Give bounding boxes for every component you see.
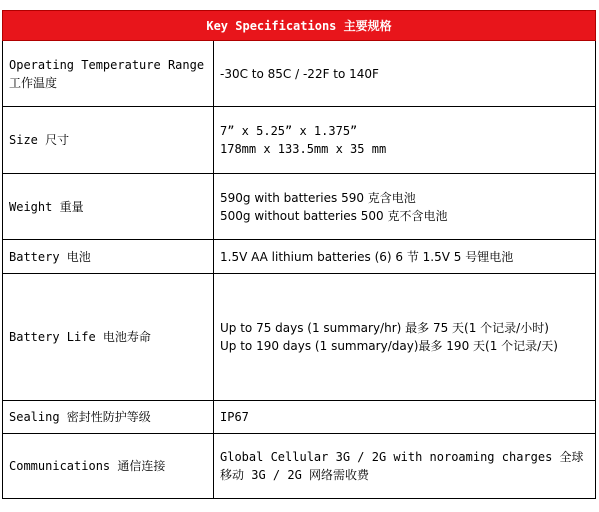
- row-label-size: Size 尺寸: [3, 107, 214, 174]
- spec-table: [2, 10, 596, 499]
- row-value-communications: [214, 434, 596, 499]
- row-label-communications: Communications 通信连接: [3, 434, 214, 499]
- row-label-weight: Weight 重量: [3, 174, 214, 240]
- table-row: [3, 434, 596, 499]
- row-value-weight: [214, 174, 596, 240]
- row-value-sealing: [214, 401, 596, 434]
- row-label-sealing: Sealing 密封性防护等级: [3, 401, 214, 434]
- value-line: 1.5V AA lithium batteries (6) 6 节 1.5V 5 号锂电池: [220, 249, 514, 264]
- table-row: [3, 107, 596, 174]
- row-value-battery: [214, 240, 596, 274]
- row-label-battery-life: Battery Life 电池寿命: [3, 274, 214, 401]
- table-row: [3, 274, 596, 401]
- value-line: IP67: [220, 410, 249, 424]
- value-line: Global Cellular 3G / 2G with noroaming charges 全球移动 3G / 2G 网络需收费: [220, 450, 584, 482]
- table-title: Key Specifications 主要规格: [3, 11, 596, 41]
- row-label-temperature: Operating Temperature Range 工作温度: [3, 41, 214, 107]
- value-line: 178mm x 133.5mm x 35 mm: [220, 142, 387, 156]
- row-value-battery-life: [214, 274, 596, 401]
- value-line: 7” x 5.25” x 1.375”: [220, 124, 358, 138]
- table-row: [3, 174, 596, 240]
- value-line: Up to 75 days (1 summary/hr) 最多 75 天(1 个记录/小时): [220, 321, 549, 335]
- row-value-temperature: [214, 41, 596, 107]
- row-value-size: [214, 107, 596, 174]
- value-line: 590g with batteries 590 克含电池: [220, 190, 416, 205]
- table-row: [3, 240, 596, 274]
- table-header-row: [3, 11, 596, 41]
- value-line: 500g without batteries 500 克不含电池: [220, 208, 448, 223]
- table-row: [3, 41, 596, 107]
- value-line: -30C to 85C / -22F to 140F: [220, 66, 379, 81]
- row-label-battery: Battery 电池: [3, 240, 214, 274]
- table-row: [3, 401, 596, 434]
- value-line: Up to 190 days (1 summary/day)最多 190 天(1 个记录/天): [220, 339, 558, 353]
